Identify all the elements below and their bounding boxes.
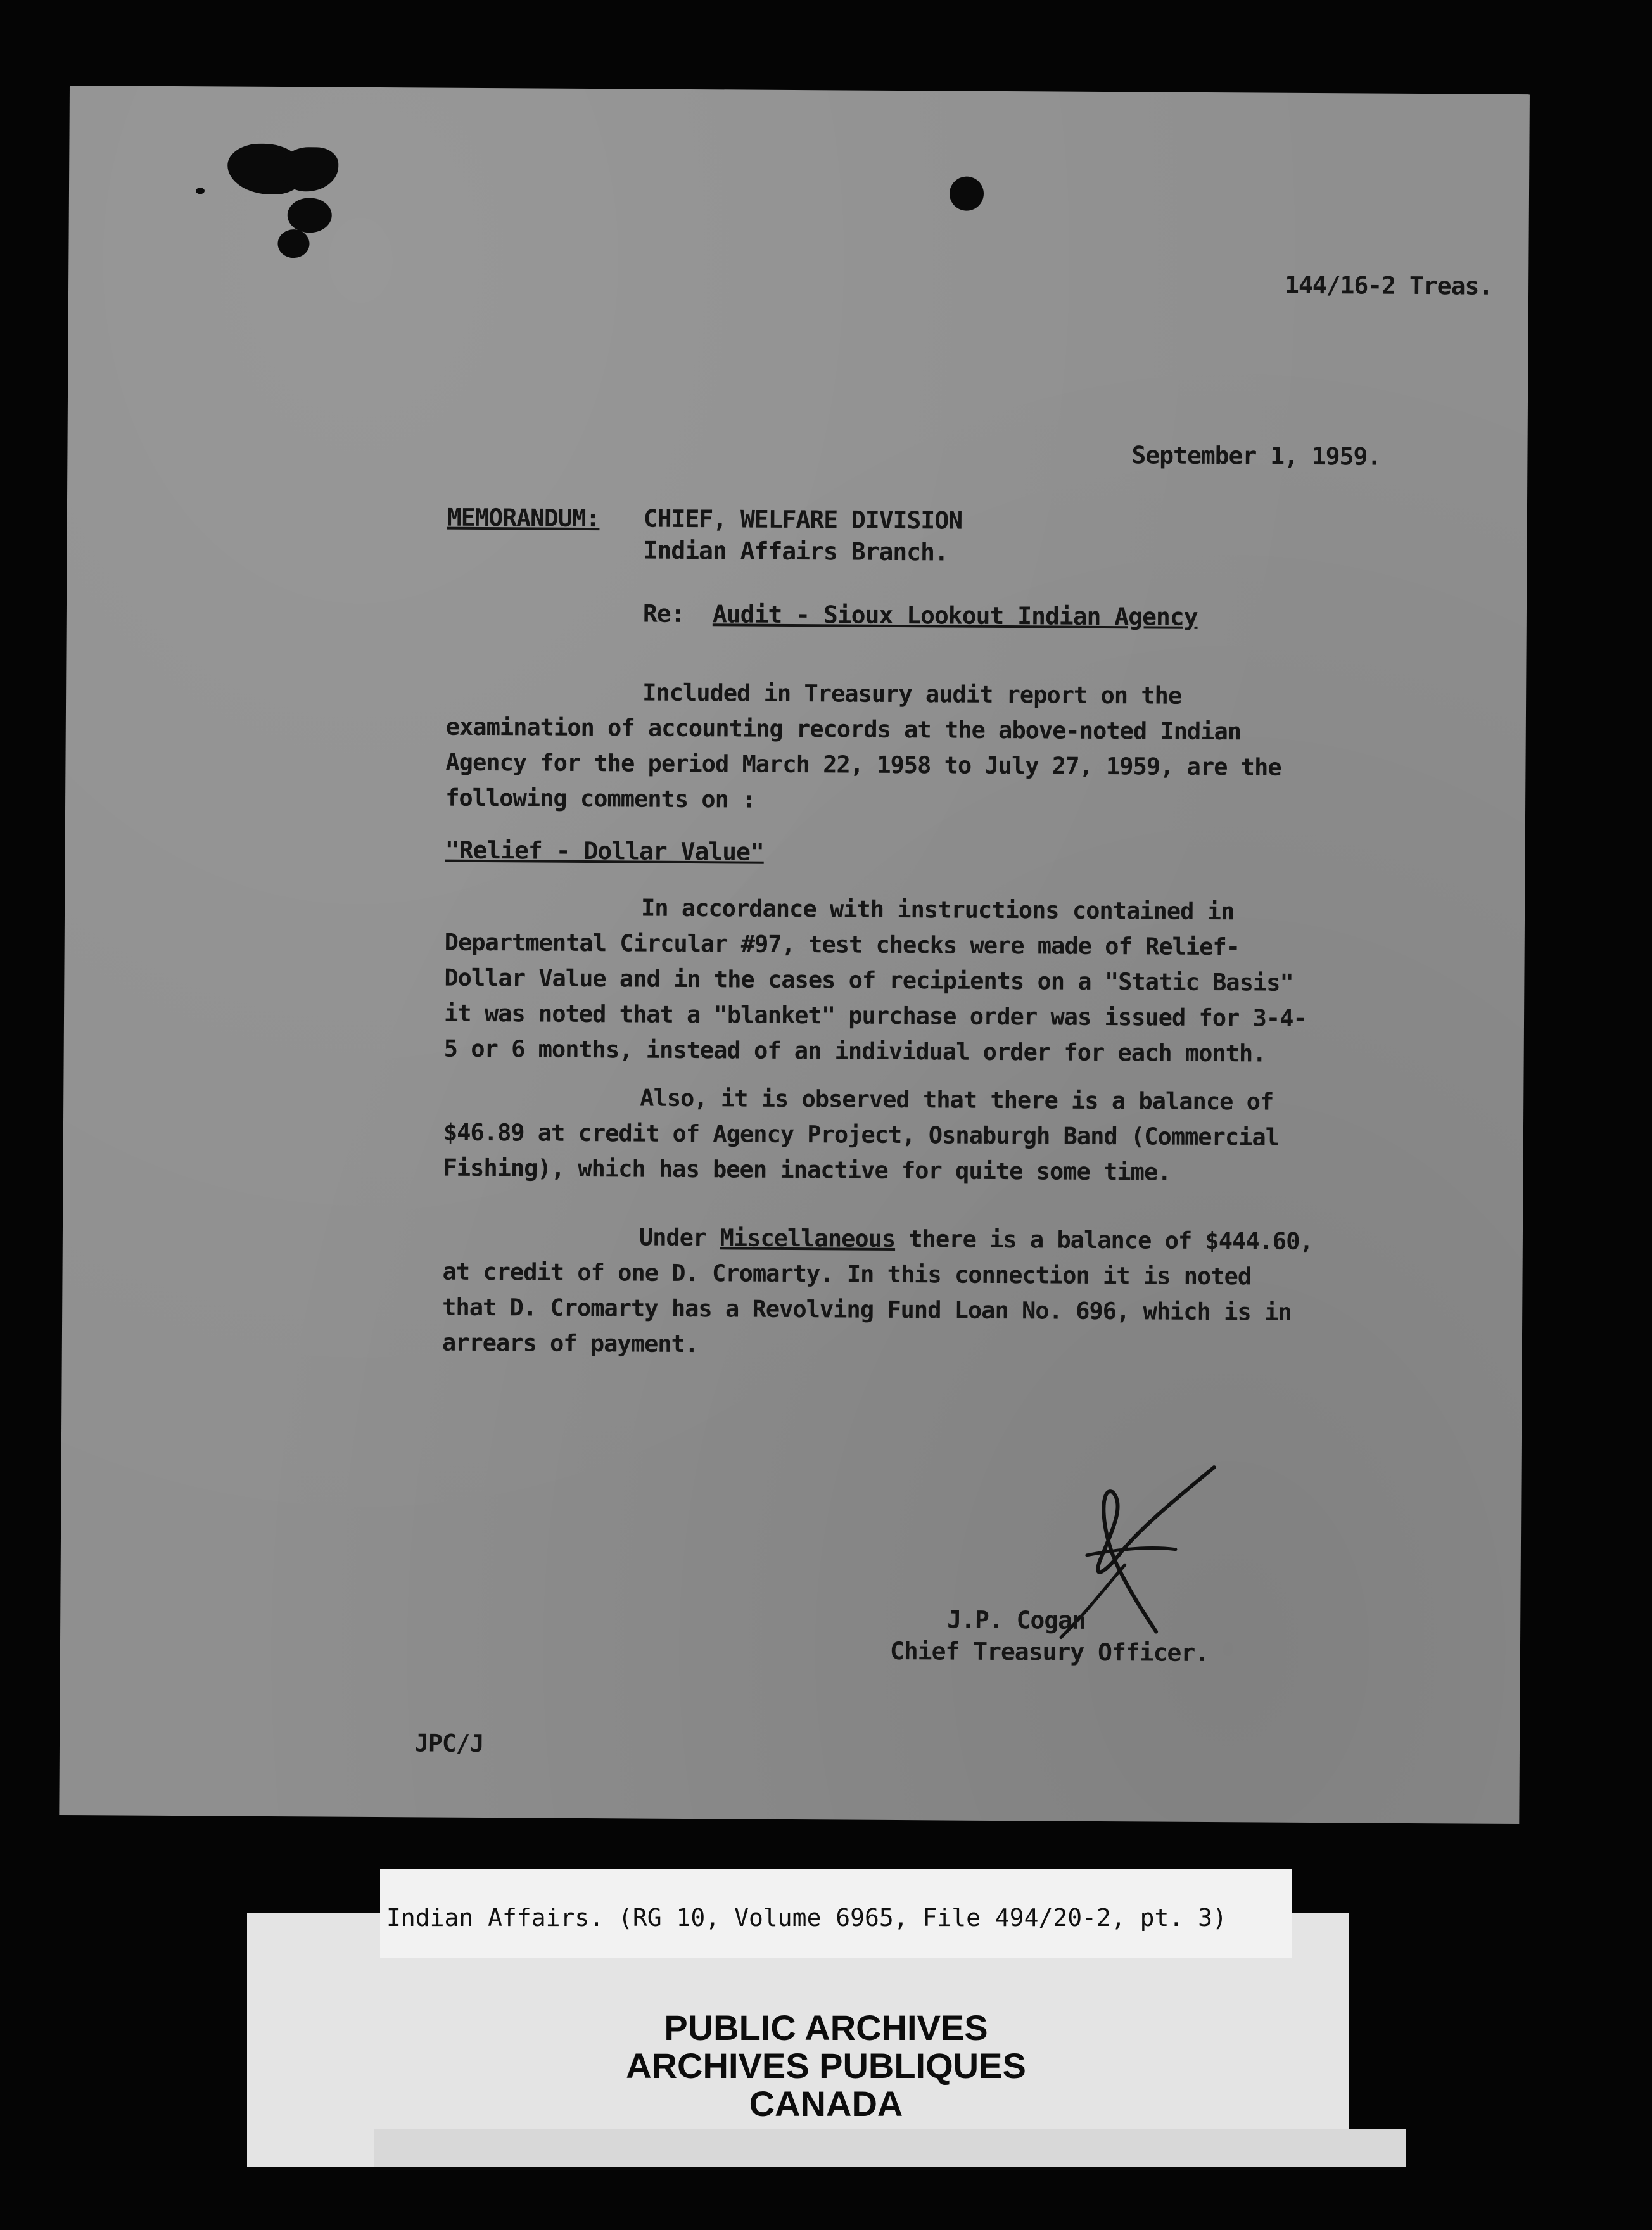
misc-underlined: Miscellaneous xyxy=(720,1224,896,1252)
memo-label: MEMORANDUM: xyxy=(447,503,600,533)
re-label: Re: xyxy=(642,599,685,628)
punch-hole xyxy=(950,176,984,210)
signer-title: Chief Treasury Officer. xyxy=(889,1636,1209,1667)
signer-name: J.P. Cogan xyxy=(947,1605,1086,1634)
section-heading: "Relief - Dollar Value" xyxy=(445,836,764,866)
archive-stamp-line-1: PUBLIC ARCHIVES xyxy=(664,2008,988,2048)
memo-date: September 1, 1959. xyxy=(1131,441,1382,471)
misc-before: Under xyxy=(639,1223,707,1252)
intro-paragraph: Included in Treasury audit report on the examination of accounting records at the above-noted Indian Agency for the period March 22, 1958 to July 27, 1959, are the following comments on : xyxy=(445,679,1281,813)
ink-blot xyxy=(196,188,205,194)
archive-stamp-line-2: ARCHIVES PUBLIQUES xyxy=(626,2046,1026,2086)
re-subject: Audit - Sioux Lookout Indian Agency xyxy=(712,600,1198,631)
archive-reference: Indian Affairs. (RG 10, Volume 6965, File 494/20-2, pt. 3) xyxy=(386,1904,1227,1932)
recipient-line-1: CHIEF, WELFARE DIVISION xyxy=(643,504,963,535)
ink-blot xyxy=(281,147,338,192)
paragraph-relief: In accordance with instructions contained in Departmental Circular #97, test checks were made of Relief-Dollar Value and in the cases of recipients on a "Static Basis" it was noted that a "blanket" purchase order was issued for 3-4-5 or 6 months, instead of an individual order for each month. xyxy=(443,894,1307,1067)
ink-blot xyxy=(277,229,309,258)
file-reference: 144/16-2 Treas. xyxy=(1284,271,1493,300)
archive-label-backing-lower xyxy=(374,2129,1406,2167)
recipient-line-2: Indian Affairs Branch. xyxy=(643,536,948,566)
misc-after: there is a balance of $444.60, at credit of one D. Cromarty. In this connection it is noted that D. Cromarty has a Revolving Fund Loan No. 696, which is in arrears of payment. xyxy=(442,1225,1313,1358)
paragraph-miscellaneous xyxy=(442,1219,1317,1366)
ink-blot xyxy=(288,198,332,233)
typist-initials: JPC/J xyxy=(414,1729,484,1758)
memo-page xyxy=(59,86,1530,1824)
paragraph-balance: Also, it is observed that there is a balance of $46.89 at credit of Agency Project, Osnaburgh Band (Commercial Fishing), which has been inactive for quite some time. xyxy=(443,1084,1280,1186)
archive-stamp-line-3: CANADA xyxy=(749,2084,903,2124)
